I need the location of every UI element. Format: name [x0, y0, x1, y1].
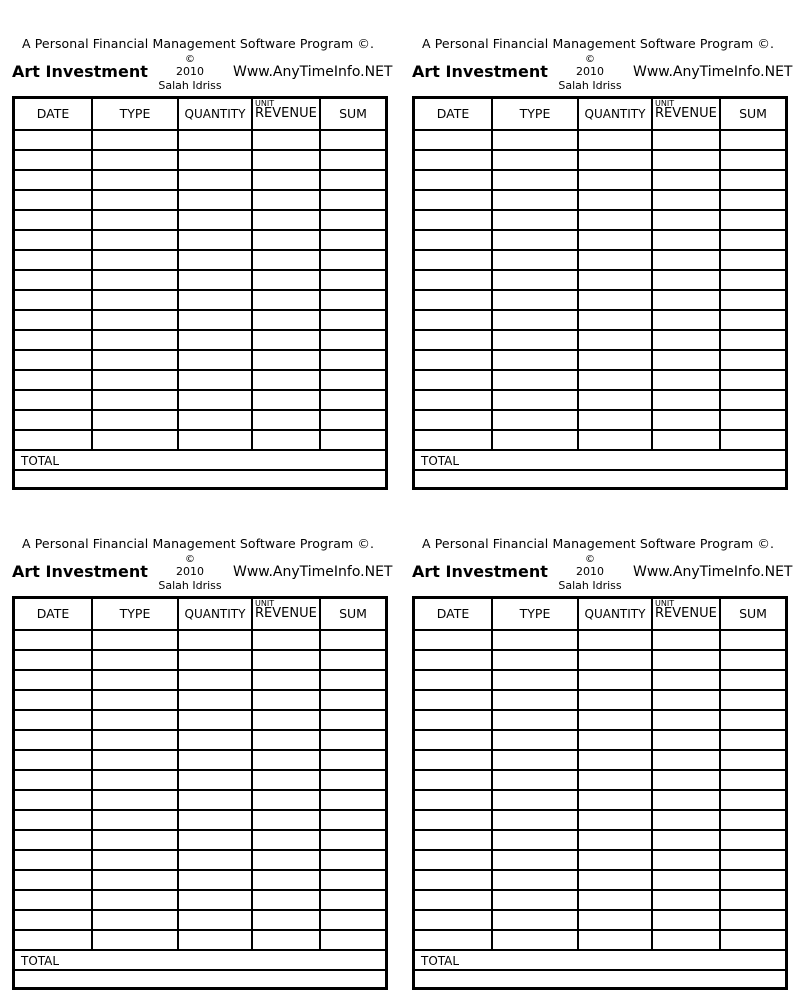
row-divider	[15, 669, 385, 671]
column-divider	[577, 99, 579, 451]
row-divider	[415, 869, 785, 871]
row-divider	[15, 689, 385, 691]
column-header-sum: SUM	[339, 606, 367, 621]
row-divider	[415, 789, 785, 791]
column-divider	[177, 99, 179, 451]
row-divider	[15, 389, 385, 391]
row-divider	[415, 769, 785, 771]
column-header-quantity: QUANTITY	[184, 607, 246, 621]
copyright-author: Salah Idriss	[158, 579, 222, 592]
ledger-form-top-right	[410, 30, 793, 490]
row-divider	[15, 369, 385, 371]
row-divider	[415, 329, 785, 331]
column-header-unit: UNIT	[255, 99, 275, 108]
row-divider	[415, 809, 785, 811]
row-divider	[415, 729, 785, 731]
form-title: Art Investment	[412, 62, 548, 81]
row-divider	[415, 749, 785, 751]
row-divider	[15, 909, 385, 911]
column-header-quantity: QUANTITY	[584, 607, 646, 621]
row-divider	[415, 289, 785, 291]
row-divider	[415, 669, 785, 671]
copyright-year: 2010	[576, 565, 604, 578]
column-header-unit: UNIT	[255, 599, 275, 608]
row-divider	[15, 169, 385, 171]
row-divider	[415, 229, 785, 231]
row-divider	[415, 849, 785, 851]
column-header-unit: UNIT	[655, 599, 675, 608]
row-divider	[415, 389, 785, 391]
column-divider	[251, 99, 253, 451]
row-divider	[415, 209, 785, 211]
column-divider	[319, 599, 321, 951]
row-divider	[15, 429, 385, 431]
row-divider	[415, 449, 785, 451]
copyright-year: 2010	[176, 565, 204, 578]
copyright-author: Salah Idriss	[558, 579, 622, 592]
website-label: Www.AnyTimeInfo.NET	[233, 564, 393, 580]
row-divider	[15, 949, 385, 951]
program-line: A Personal Financial Management Software Program ©.	[422, 36, 775, 51]
total-divider	[15, 469, 385, 471]
form-title: Art Investment	[12, 562, 148, 581]
column-divider	[91, 99, 93, 451]
ledger-header-row	[15, 599, 385, 631]
ledger-header-row	[415, 99, 785, 131]
row-divider	[415, 689, 785, 691]
column-header-type: TYPE	[119, 106, 151, 121]
total-label: TOTAL	[421, 954, 460, 968]
column-divider	[91, 599, 93, 951]
row-divider	[15, 749, 385, 751]
ledger-table	[412, 96, 788, 490]
copyright-block	[150, 555, 230, 591]
row-divider	[15, 709, 385, 711]
column-header-date: DATE	[436, 606, 470, 621]
row-divider	[15, 289, 385, 291]
copyright-block	[150, 55, 230, 91]
website-label: Www.AnyTimeInfo.NET	[633, 64, 793, 80]
column-divider	[651, 599, 653, 951]
copyright-year: 2010	[176, 65, 204, 78]
ledger-form-bottom-right	[410, 530, 793, 990]
row-divider	[15, 649, 385, 651]
total-label: TOTAL	[421, 454, 460, 468]
copyright-symbol: ©	[185, 54, 195, 65]
copyright-author: Salah Idriss	[158, 79, 222, 92]
column-header-sum: SUM	[739, 606, 767, 621]
row-divider	[415, 949, 785, 951]
column-header-date: DATE	[36, 106, 70, 121]
row-divider	[415, 649, 785, 651]
column-header-quantity: QUANTITY	[584, 107, 646, 121]
column-header-revenue: REVENUE	[255, 606, 317, 621]
column-divider	[177, 599, 179, 951]
column-divider	[719, 599, 721, 951]
row-divider	[415, 149, 785, 151]
column-header-type: TYPE	[519, 106, 551, 121]
copyright-block	[550, 55, 630, 91]
website-label: Www.AnyTimeInfo.NET	[233, 64, 393, 80]
website-label: Www.AnyTimeInfo.NET	[633, 564, 793, 580]
row-divider	[415, 909, 785, 911]
row-divider	[15, 729, 385, 731]
ledger-form-top-left	[10, 30, 393, 490]
row-divider	[15, 309, 385, 311]
copyright-symbol: ©	[585, 54, 595, 65]
column-header-revenue: REVENUE	[255, 106, 317, 121]
total-divider	[15, 969, 385, 971]
row-divider	[415, 349, 785, 351]
row-divider	[15, 329, 385, 331]
program-line: A Personal Financial Management Software Program ©.	[422, 536, 775, 551]
column-divider	[319, 99, 321, 451]
total-divider	[415, 969, 785, 971]
row-divider	[415, 249, 785, 251]
row-divider	[415, 829, 785, 831]
row-divider	[415, 929, 785, 931]
program-line: A Personal Financial Management Software Program ©.	[22, 536, 375, 551]
row-divider	[15, 249, 385, 251]
copyright-year: 2010	[576, 65, 604, 78]
ledger-header-row	[15, 99, 385, 131]
column-header-quantity: QUANTITY	[184, 107, 246, 121]
ledger-form-bottom-left	[10, 530, 393, 990]
column-header-sum: SUM	[739, 106, 767, 121]
column-header-revenue: REVENUE	[655, 606, 717, 621]
row-divider	[15, 809, 385, 811]
row-divider	[15, 789, 385, 791]
total-label: TOTAL	[21, 954, 60, 968]
row-divider	[15, 769, 385, 771]
copyright-symbol: ©	[585, 554, 595, 565]
column-divider	[491, 599, 493, 951]
form-title: Art Investment	[12, 62, 148, 81]
ledger-table	[12, 596, 388, 990]
row-divider	[415, 189, 785, 191]
row-divider	[15, 269, 385, 271]
column-divider	[491, 99, 493, 451]
row-divider	[15, 849, 385, 851]
column-divider	[251, 599, 253, 951]
column-header-revenue: REVENUE	[655, 106, 717, 121]
row-divider	[415, 369, 785, 371]
ledger-header-row	[415, 599, 785, 631]
row-divider	[15, 189, 385, 191]
column-header-type: TYPE	[519, 606, 551, 621]
row-divider	[415, 269, 785, 271]
row-divider	[15, 889, 385, 891]
column-header-unit: UNIT	[655, 99, 675, 108]
total-divider	[415, 469, 785, 471]
form-title: Art Investment	[412, 562, 548, 581]
row-divider	[415, 429, 785, 431]
row-divider	[415, 889, 785, 891]
row-divider	[415, 409, 785, 411]
copyright-block	[550, 555, 630, 591]
row-divider	[15, 929, 385, 931]
row-divider	[415, 169, 785, 171]
row-divider	[15, 829, 385, 831]
copyright-author: Salah Idriss	[558, 79, 622, 92]
row-divider	[15, 349, 385, 351]
column-header-sum: SUM	[339, 106, 367, 121]
ledger-table	[12, 96, 388, 490]
column-header-type: TYPE	[119, 606, 151, 621]
copyright-symbol: ©	[185, 554, 195, 565]
row-divider	[15, 409, 385, 411]
row-divider	[15, 449, 385, 451]
row-divider	[415, 309, 785, 311]
column-divider	[719, 99, 721, 451]
ledger-table	[412, 596, 788, 990]
row-divider	[415, 709, 785, 711]
column-divider	[651, 99, 653, 451]
row-divider	[15, 149, 385, 151]
column-divider	[577, 599, 579, 951]
row-divider	[15, 869, 385, 871]
row-divider	[15, 229, 385, 231]
column-header-date: DATE	[436, 106, 470, 121]
program-line: A Personal Financial Management Software Program ©.	[22, 36, 375, 51]
column-header-date: DATE	[36, 606, 70, 621]
total-label: TOTAL	[21, 454, 60, 468]
row-divider	[15, 209, 385, 211]
